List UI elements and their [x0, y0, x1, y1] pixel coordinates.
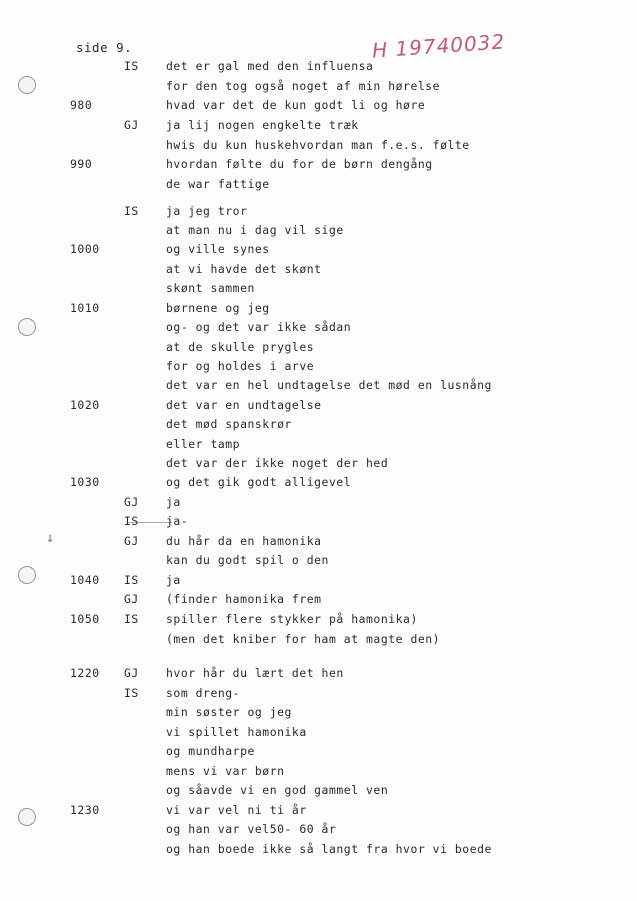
transcript-line: [0, 842, 637, 861]
spoken-text: for og holdes i arve: [166, 359, 315, 373]
spoken-text: det var en hel undtagelse det mød en lusnång: [166, 378, 492, 392]
spoken-text: de war fattige: [166, 177, 270, 191]
spoken-text: og ville synes: [166, 242, 270, 256]
line-number: 1020: [70, 398, 100, 412]
transcript-line: [0, 118, 637, 137]
transcript-line: [0, 573, 637, 592]
line-number: 980: [70, 98, 93, 112]
spoken-text: hvad var det de kun godt li og høre: [166, 98, 426, 112]
transcript-line: [0, 177, 637, 196]
spoken-text: og han boede ikke så langt fra hvor vi boede: [166, 842, 492, 856]
spoken-text: det er gal med den influensa: [166, 59, 374, 73]
line-number: 1000: [70, 242, 100, 256]
transcript-line: [0, 514, 637, 533]
transcript-line: [0, 534, 637, 553]
transcript-line: [0, 744, 637, 763]
transcript-line: [0, 803, 637, 822]
line-number: 1010: [70, 301, 100, 315]
transcript-line: [0, 223, 637, 242]
spoken-text: hwis du kun huskehvordan man f.e.s. følte: [166, 138, 470, 152]
spoken-text: det var der ikke noget der hed: [166, 456, 389, 470]
transcript-line: [0, 495, 637, 514]
spoken-text: at de skulle prygles: [166, 340, 315, 354]
spoken-text: min søster og jeg: [166, 705, 292, 719]
spoken-text: og såavde vi en god gammel ven: [166, 783, 389, 797]
speaker-initials: GJ: [124, 666, 139, 680]
spoken-text: vi spillet hamonika: [166, 725, 307, 739]
transcript-line: [0, 592, 637, 611]
transcript-line: [0, 783, 637, 802]
transcript-line: [0, 632, 637, 651]
page-label: side 9.: [76, 40, 133, 55]
speaker-initials: IS: [124, 686, 139, 700]
transcript-line: [0, 456, 637, 475]
line-number: 1030: [70, 475, 100, 489]
line-number: 1230: [70, 803, 100, 817]
transcript-line: [0, 59, 637, 78]
transcript-line: [0, 725, 637, 744]
spoken-text: kan du godt spil o den: [166, 553, 329, 567]
spoken-text: skønt sammen: [166, 281, 255, 295]
spoken-text: ja jeg tror: [166, 204, 248, 218]
transcript-line: [0, 301, 637, 320]
spoken-text: ja: [166, 573, 181, 587]
speaker-initials: IS: [124, 573, 139, 587]
spoken-text: børnene og jeg: [166, 301, 270, 315]
spoken-text: vi var vel ni ti år: [166, 803, 307, 817]
transcript-line: [0, 398, 637, 417]
spoken-text: hvor hår du lært det hen: [166, 666, 344, 680]
archive-stamp: H 19740032: [371, 29, 506, 63]
transcript-line: [0, 553, 637, 572]
spoken-text: for den tog også noget af min hørelse: [166, 79, 441, 93]
transcript-line: [0, 437, 637, 456]
spoken-text: at man nu i dag vil sige: [166, 223, 344, 237]
spoken-text: eller tamp: [166, 437, 241, 451]
speaker-initials: IS: [124, 204, 139, 218]
speaker-initials: GJ: [124, 118, 139, 132]
spoken-text: som dreng-: [166, 686, 241, 700]
spoken-text: og det gik godt alligevel: [166, 475, 352, 489]
line-number: 1220: [70, 666, 100, 680]
transcript-line: [0, 204, 637, 223]
line-number: 990: [70, 157, 93, 171]
spoken-text: ja: [166, 495, 181, 509]
spoken-text: og han var vel50- 60 år: [166, 822, 337, 836]
spoken-text: det mød spanskrør: [166, 417, 292, 431]
spoken-text: du hår da en hamonika: [166, 534, 322, 548]
speaker-initials: GJ: [124, 495, 139, 509]
transcript-line: [0, 79, 637, 98]
spoken-text: (finder hamonika frem: [166, 592, 322, 606]
transcript-line: [0, 138, 637, 157]
transcript-line: [0, 320, 637, 339]
transcript-line: [0, 242, 637, 261]
spoken-text: (men det kniber for ham at magte den): [166, 632, 441, 646]
spoken-text: ja-: [166, 514, 189, 528]
transcript-line: [0, 764, 637, 783]
transcript-line: [0, 262, 637, 281]
spoken-text: og mundharpe: [166, 744, 255, 758]
spoken-text: ja lij nogen engkelte træk: [166, 118, 359, 132]
transcript-line: [0, 686, 637, 705]
transcript-line: [0, 705, 637, 724]
transcript-line: [0, 822, 637, 841]
line-number: 1050: [70, 612, 100, 626]
transcript-line: [0, 378, 637, 397]
transcript-line: [0, 359, 637, 378]
spoken-text: mens vi var børn: [166, 764, 285, 778]
speaker-initials: GJ: [124, 534, 139, 548]
transcript-line: [0, 157, 637, 176]
speaker-initials: IS: [124, 514, 139, 528]
transcript-line: [0, 281, 637, 300]
line-number: 1040: [70, 573, 100, 587]
margin-mark: ↓: [46, 530, 55, 546]
transcript-line: [0, 612, 637, 631]
speaker-initials: IS: [124, 59, 139, 73]
transcript-line: [0, 475, 637, 494]
transcript-line: [0, 417, 637, 436]
spoken-text: hvordan følte du for de børn dengång: [166, 157, 433, 171]
spoken-text: spiller flere stykker på hamonika): [166, 612, 418, 626]
spoken-text: det var en undtagelse: [166, 398, 322, 412]
transcript-line: [0, 666, 637, 685]
speaker-initials: IS: [124, 612, 139, 626]
transcript-line: [0, 98, 637, 117]
transcript-line: [0, 340, 637, 359]
spoken-text: at vi havde det skønt: [166, 262, 322, 276]
speaker-initials: GJ: [124, 592, 139, 606]
spoken-text: og- og det var ikke sådan: [166, 320, 352, 334]
